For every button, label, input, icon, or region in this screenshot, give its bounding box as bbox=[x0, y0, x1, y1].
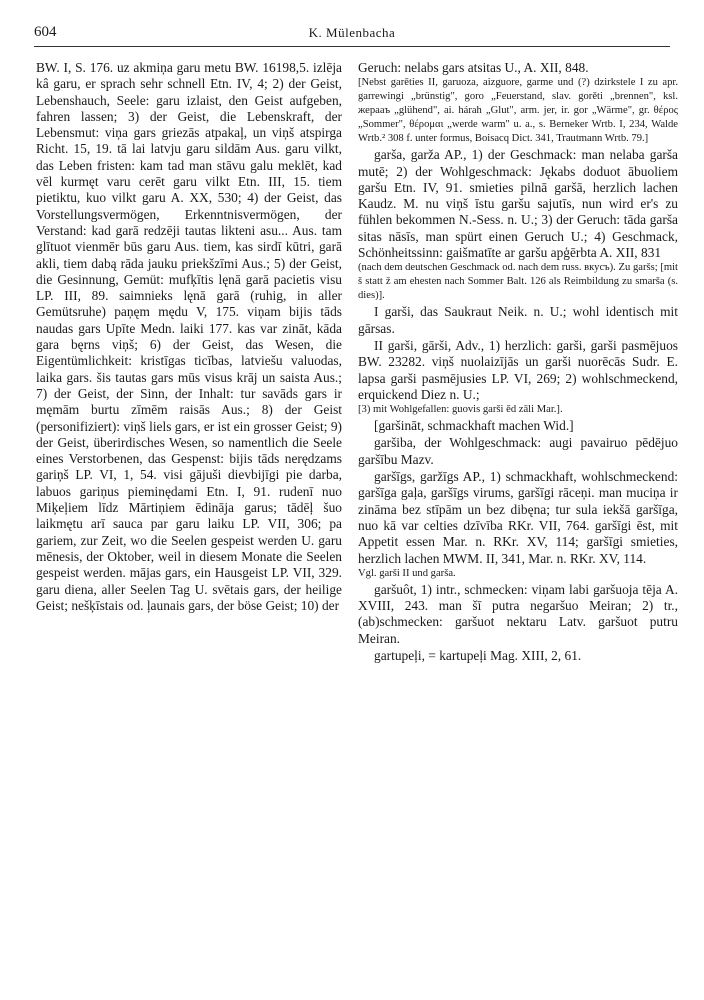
entry-text: Geruch: nelabs gars atsitas U., A. XII, 848. bbox=[358, 60, 589, 75]
entry-garsuot: garšuôt, 1) intr., schmecken: viņam labi garšuoja tēja A. XVIII, 243. man šī putra negaršuo Meiran; 2) tr., (ab)schmecken: garšuot nektaru Latv. garšuot putru Meiran. bbox=[358, 581, 678, 646]
etymology-note: (nach dem deutschen Geschmack od. nach dem russ. вкусъ). Zu garšs; [mit š statt ž am ehesten nach Sommer Balt. 126 als Reimbildung zu smarša (s. dies)]. bbox=[358, 262, 678, 302]
page-header bbox=[34, 20, 670, 47]
entry-garsi-2: II garši, gārši, Adv., 1) herzlich: garši, garši pasmējuos BW. 23282. viņš nuolaizījās un garši nuorēcās Sudr. E. lapsa garši pasmējusies LP. VI, 269; 2) wohlschmeckend, erquickend Diez n. U.; bbox=[358, 337, 678, 402]
page-number: 604 bbox=[34, 24, 57, 40]
entry-garsinat: [garšināt, schmackhaft machen Wid.] bbox=[374, 418, 574, 434]
entry-garsa: garša, garža AP., 1) der Geschmack: man nelaba garša mutē; 2) der Wohlgeschmack: Jękabs doduot ābuoliem garšu Etn. IV, 91. smieties pilnā garšā, herzlich lachen Kaudz. M. nu viņš īstu garšu sajutīs, nun wird er's zu fühlen bekommen N.-Sess. n. U.; 3) der Geruch: tāda garša sitas nāsīs, man spürt einen Geruch U.; 4) Geschmack, Schönheitssinn: gaišmatīte ar garšu apģērbta A. XII, 831 bbox=[358, 147, 678, 261]
entry-note: [3) mit Wohlgefallen: guovis garši ēd zāli Mar.]. bbox=[358, 404, 563, 416]
left-column bbox=[36, 60, 342, 614]
entry-text: BW. I, S. 176. uz akmiņa garu metu BW. 16198,5. izlēja kâ garu, er sprach sehr schnell Etn. IV, 4; 2) der Geist, Lebenshauch, Seele: garu izlaist, den Geist aufgeben, fahren lassen; 3) der Geist, die Lebenskraft, der Lebensmut: viņa gars griezās atpakaļ, un viņš atspirga Richt. 15, 19. tā lai latvju garu sildām Aus. garu vilkt, das Leben fristen: kam tad man stāvu galu meklēt, kad vēl kurmęt varu cerēt garu vilkt Etn. III, 15. tiem pietiktu, kuo vilkt garu A. XX, 530; 4) der Geist, das Vorstellungsvermögen, Erkenntnisvermögen, der Verstand: kad garā redzēji tautas likteni asu... Aus. tam glītuot vienmēr būs garu Aus. tiem, kas sirdī kūtri, garā akli, tiem dabą rāda jauku priekšzīmi Aus.; 5) der Geist, die Gesinnung, Gemüt: mufķītis lęnā garā pacietis visu LP. III, 89. saimnieks lęnā garā (ruhig, in aller Gemütsruhe) paņęm mędu V, 175. viņam bijis tāds naudas gars Upīte Medn. laiki 177. kas var zināt, kāda gara bęrns viņš; 6) der Geist, das Wesen, die Eigentümlichkeit: kristīgas ticības, latviešu valuodas, laika gars. šis tautas gars mūs visus krāj un saista Aus.; 7) der Geist, der Sinn, der Inhalt: tur savāds gars ir męmām burtu zīmēm raisās Aus.; 8) der Geist (personifiziert): viņš liels gars, er ist ein grosser Geist; 9) der Geist, überirdisches Wesen, so namentlich die Seele eines Verstorbenen, das Gespenst: bijis tāds nerędzams gariņš LP. VI, 1, 54. visi gājuši dievbijīgi pie darba, labuos gariņus pieminędami Etn. I, 91. rudenī nuo Miķeļiem līdz Mārtiņiem ēdināja garus; tādēļ šuo laikmętu arī sauca par garu laiku LP. VII, 306; pa gariem, zur Zeit, wo die Seelen gespeist werden U. garu mēnesis, der Oktober, weil in diesem Monate die Seelen gespeist werden. mājas gars, ein Hausgeist LP. VII, 329. garu diena, aller Seelen Tag U. svētais gars, der heilige Geist; nešķīstais od. ļaunais gars, der böse Geist; 10) der bbox=[36, 60, 342, 613]
entry-garsigs: garšīgs, garžīgs AP., 1) schmackhaft, wohlschmeckend: garšīga gaļa, garšīgs virums, garšīgi rāceņi. man muciņa ir zināma bez stīpām un bez dibęna; tur sula iekšā garšīga, nuo kā var celties dzīvība RKr. VII, 764. garšīgi ēst, mit Appetit essen Mar. n. RKr. XV, 114; garšīgi smieties, herzlich lachen MWM. II, 341, Mar. n. RKr. XV, 114. bbox=[358, 469, 678, 566]
entry-garsi-1: I garši, das Saukraut Neik. n. U.; wohl identisch mit gārsas. bbox=[358, 304, 678, 336]
entry-gartupeli: gartupeļi, = kartupeļi Mag. XIII, 2, 61. bbox=[374, 648, 582, 664]
right-column bbox=[358, 60, 678, 664]
entry-note: Vgl. garši II und garša. bbox=[358, 567, 456, 579]
etymology-note: [Nebst garēties II, garuoza, aizguore, garme und (?) dzirkstele I zu apr. garrewingi „brünstig", goro „Feuerstand, slav. gorěti „brennen", ksl. жерааъ „glühend", ai. hárah „Glut", arm. jer, ir. gor „Wärme", gr. θέρος „Sommer", θέρομαι „werde warm" u. a., s. Berneker Wrtb. I, 234, Walde Wrtb.² 308 f. unter formus, Boisacq Dict. 341, Trautmann Wrtb. 79.] bbox=[358, 77, 678, 145]
entry-garsiba: garšiba, der Wohlgeschmack: augi pavairuo pēdējuo garšību Mazv. bbox=[358, 435, 678, 467]
running-head: K. Mülenbacha bbox=[308, 25, 396, 40]
